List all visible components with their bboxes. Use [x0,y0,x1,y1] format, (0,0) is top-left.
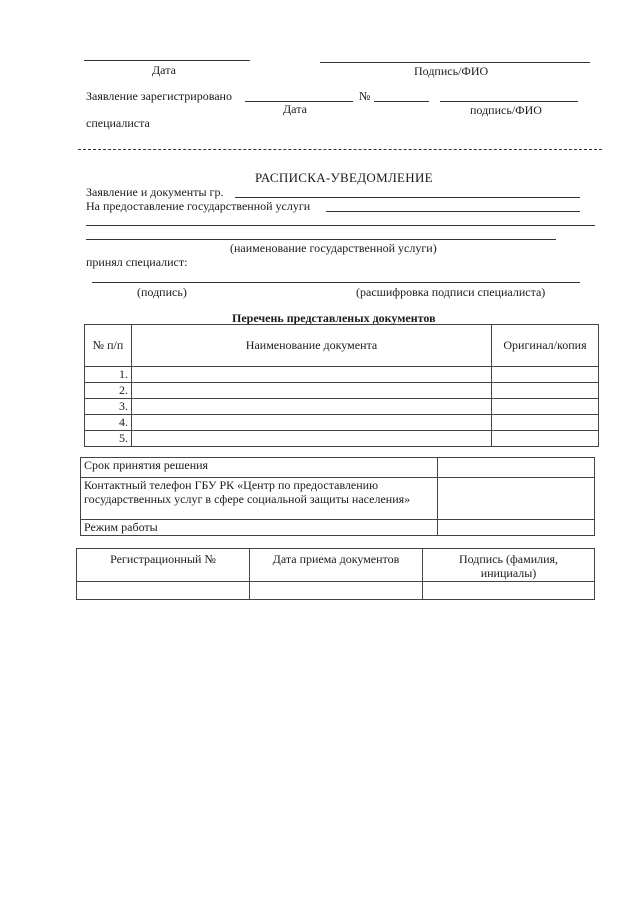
reg-col-date: Дата приема документов [250,549,423,582]
reg-date-value[interactable] [250,582,423,600]
receipt-service-blank [326,211,580,212]
receipt-accepted: принял специалист: [86,255,188,269]
info-table [80,457,595,536]
doc-row-type[interactable] [492,367,599,383]
reg-sign-value[interactable] [423,582,595,600]
doc-list-col-type: Оригинал/копия [492,325,599,367]
table-row [81,458,595,478]
registration-text: Заявление зарегистрировано [86,89,232,103]
info-phone-value[interactable] [438,478,595,520]
registration-no-blank [374,101,429,102]
doc-list-header-row [85,325,599,367]
table-row [85,399,599,415]
info-deadline-label: Срок принятия решения [81,458,438,478]
top-sign-line [320,62,590,63]
table-row [85,383,599,399]
cut-line [78,149,602,150]
reg-col-number: Регистрационный № [77,549,250,582]
receipt-signature-caption: (подпись) [137,285,187,299]
doc-row-name[interactable] [132,415,492,431]
receipt-signature-blank [92,282,580,283]
table-row [77,549,595,582]
doc-row-number: 3. [85,399,132,415]
top-date-line [84,60,250,61]
table-row [81,520,595,536]
doc-row-number: 1. [85,367,132,383]
receipt-service-caption: (наименование государственной услуги) [230,241,437,255]
doc-row-number: 2. [85,383,132,399]
doc-list-table [84,324,599,447]
doc-row-number: 5. [85,431,132,447]
registration-sign-label: подпись/ФИО [470,103,542,117]
doc-list-col-name: Наименование документа [132,325,492,367]
receipt-docs-blank [235,197,580,198]
doc-row-name[interactable] [132,383,492,399]
doc-row-type[interactable] [492,383,599,399]
doc-row-name[interactable] [132,367,492,383]
doc-row-type[interactable] [492,399,599,415]
top-sign-label: Подпись/ФИО [414,64,489,78]
info-hours-label: Режим работы [81,520,438,536]
receipt-blank-1 [86,225,595,226]
receipt-decoding-caption: (расшифровка подписи специалиста) [356,285,546,299]
receipt-blank-2 [86,239,556,240]
reg-number-value[interactable] [77,582,250,600]
receipt-docs-line: Заявление и документы гр. [86,185,224,199]
doc-row-name[interactable] [132,431,492,447]
info-phone-label: Контактный телефон ГБУ РК «Центр по предоставлению государственных услуг в сфере социальной защиты населения» [81,478,438,520]
doc-row-type[interactable] [492,415,599,431]
info-hours-value[interactable] [438,520,595,536]
doc-list-heading: Перечень представленых документов [232,311,436,325]
table-row [85,367,599,383]
doc-list-col-number: № п/п [85,325,132,367]
top-date-label: Дата [152,63,176,77]
doc-row-number: 4. [85,415,132,431]
receipt-service-line: На предоставление государственной услуги [86,199,311,213]
info-deadline-value[interactable] [438,458,595,478]
reg-table [76,548,595,600]
reg-col-sign: Подпись (фамилия, инициалы) [423,549,595,582]
registration-sign-blank [440,101,578,102]
table-row [77,582,595,600]
doc-row-name[interactable] [132,399,492,415]
doc-row-type[interactable] [492,431,599,447]
registration-date-label: Дата [283,102,307,116]
table-row [85,431,599,447]
receipt-title: РАСПИСКА-УВЕДОМЛЕНИЕ [255,170,433,185]
registration-no-label: № [359,89,371,103]
table-row [85,415,599,431]
table-row [81,478,595,520]
registration-specialist: специалиста [86,116,150,130]
